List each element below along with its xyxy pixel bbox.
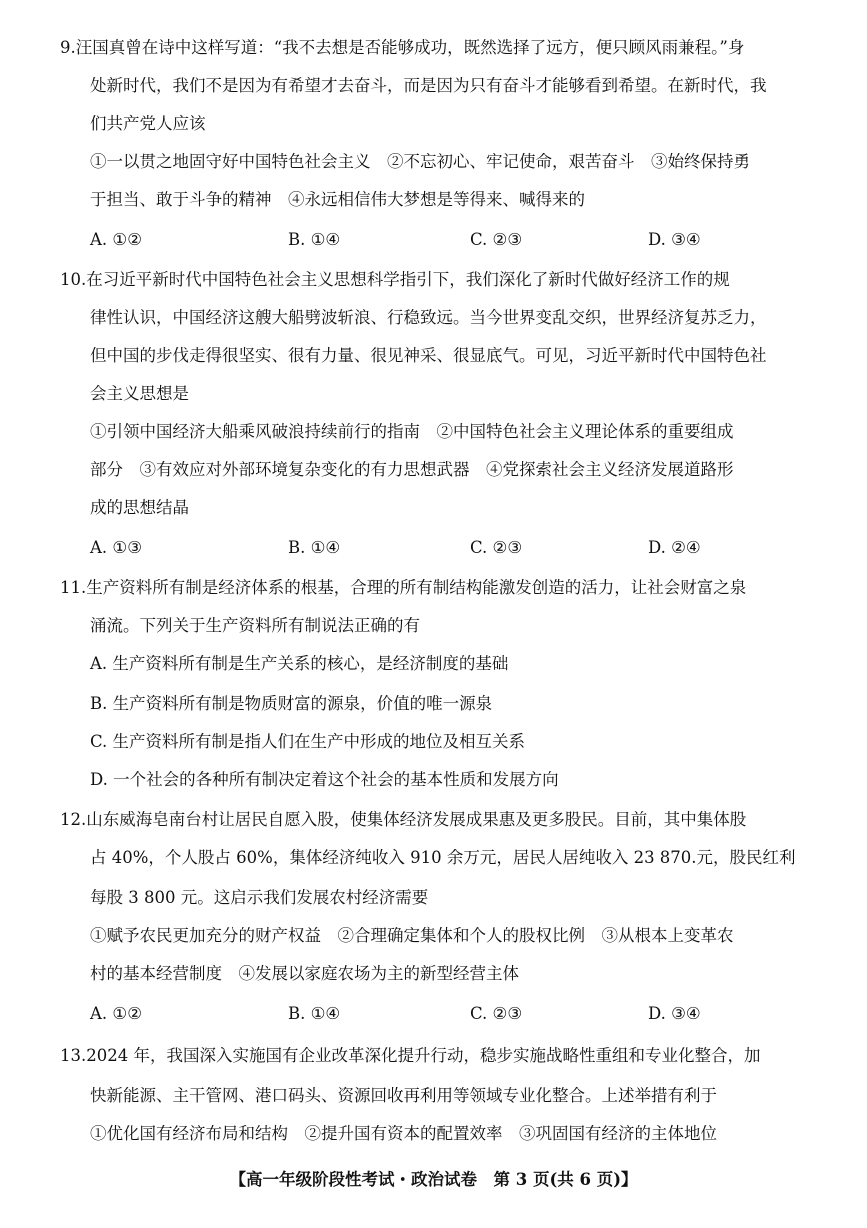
question-9-option-c[interactable]: C. ②③ [470,230,523,249]
page-footer: 【高一年级阶段性考试・政治试卷 第 3 页(共 6 页)】 [229,1170,638,1189]
question-10-line-3: 但中国的步伐走得很坚实、很有力量、很见神采、很显底气。可见，习近平新时代中国特色社 [90,346,767,365]
question-10-line-7: 成的思想结晶 [90,498,189,517]
question-9-line-2: 处新时代，我们不是因为有希望才去奋斗，而是因为只有奋斗才能够看到希望。在新时代，我 [90,76,767,95]
question-12-line-5: 村的基本经营制度 ④发展以家庭农场为主的新型经营主体 [90,964,519,983]
question-10-line-2: 律性认识，中国经济这艘大船劈波斩浪、行稳致远。当今世界变乱交织，世界经济复苏乏力， [90,308,767,327]
question-11-option-c[interactable]: C. 生产资料所有制是指人们在生产中形成的地位及相互关系 [90,732,526,751]
question-13-line-3: ①优化国有经济布局和结构 ②提升国有资本的配置效率 ③巩固国有经济的主体地位 [90,1124,717,1143]
question-12-option-c[interactable]: C. ②③ [470,1004,523,1023]
question-9-line-4: ①一以贯之地固守好中国特色社会主义 ②不忘初心、牢记使命，艰苦奋斗 ③始终保持勇 [90,152,750,171]
question-12-line-3: 每股 3 800 元。这启示我们发展农村经济需要 [90,888,429,907]
question-10-option-a[interactable]: A. ①③ [90,538,142,557]
question-9-option-a[interactable]: A. ①② [90,230,142,249]
question-13-line-2: 快新能源、主干管网、港口码头、资源回收再利用等领域专业化整合。上述举措有利于 [90,1086,717,1105]
question-12-line-2: 占 40%，个人股占 60%，集体经济纯收入 910 余万元，居民人居纯收入 23 870.元，股民红利 [90,848,796,867]
question-9-line-1: 9.汪国真曾在诗中这样写道：“我不去想是否能够成功，既然选择了远方，便只顾风雨兼程。”身 [60,38,745,57]
question-10-line-1: 10.在习近平新时代中国特色社会主义思想科学指引下，我们深化了新时代做好经济工作的规 [60,270,730,289]
question-9-line-3: 们共产党人应该 [90,114,206,133]
question-10-option-b[interactable]: B. ①④ [288,538,341,557]
question-10-line-4: 会主义思想是 [90,384,189,403]
question-11-line-2: 涌流。下列关于生产资料所有制说法正确的有 [90,616,420,635]
question-10-line-5: ①引领中国经济大船乘风破浪持续前行的指南 ②中国特色社会主义理论体系的重要组成 [90,422,734,441]
question-12-option-b[interactable]: B. ①④ [288,1004,341,1023]
question-12-line-1: 12.山东威海皂南台村让居民自愿入股，使集体经济发展成果惠及更多股民。目前，其中集体股 [60,810,747,829]
question-9-line-5: 于担当、敢于斗争的精神 ④永远相信伟大梦想是等得来、喊得来的 [90,190,585,209]
question-10-option-c[interactable]: C. ②③ [470,538,523,557]
question-12-option-d[interactable]: D. ③④ [648,1004,701,1023]
question-9-option-b[interactable]: B. ①④ [288,230,341,249]
question-11-option-b[interactable]: B. 生产资料所有制是物质财富的源泉，价值的唯一源泉 [90,694,493,713]
question-12-line-4: ①赋予农民更加充分的财产权益 ②合理确定集体和个人的股权比例 ③从根本上变革农 [90,926,734,945]
question-10-line-6: 部分 ③有效应对外部环境复杂变化的有力思想武器 ④党探索社会主义经济发展道路形 [90,460,734,479]
question-10-option-d[interactable]: D. ②④ [648,538,701,557]
question-12-option-a[interactable]: A. ①② [90,1004,142,1023]
question-9-option-d[interactable]: D. ③④ [648,230,701,249]
question-13-line-1: 13.2024 年，我国深入实施国有企业改革深化提升行动，稳步实施战略性重组和专业化整合，加 [60,1046,761,1065]
question-11-option-a[interactable]: A. 生产资料所有制是生产关系的核心，是经济制度的基础 [90,654,509,673]
question-11-line-1: 11.生产资料所有制是经济体系的根基，合理的所有制结构能激发创造的活力，让社会财富之泉 [60,578,747,597]
question-11-option-d[interactable]: D. 一个社会的各种所有制决定着这个社会的基本性质和发展方向 [90,770,559,789]
